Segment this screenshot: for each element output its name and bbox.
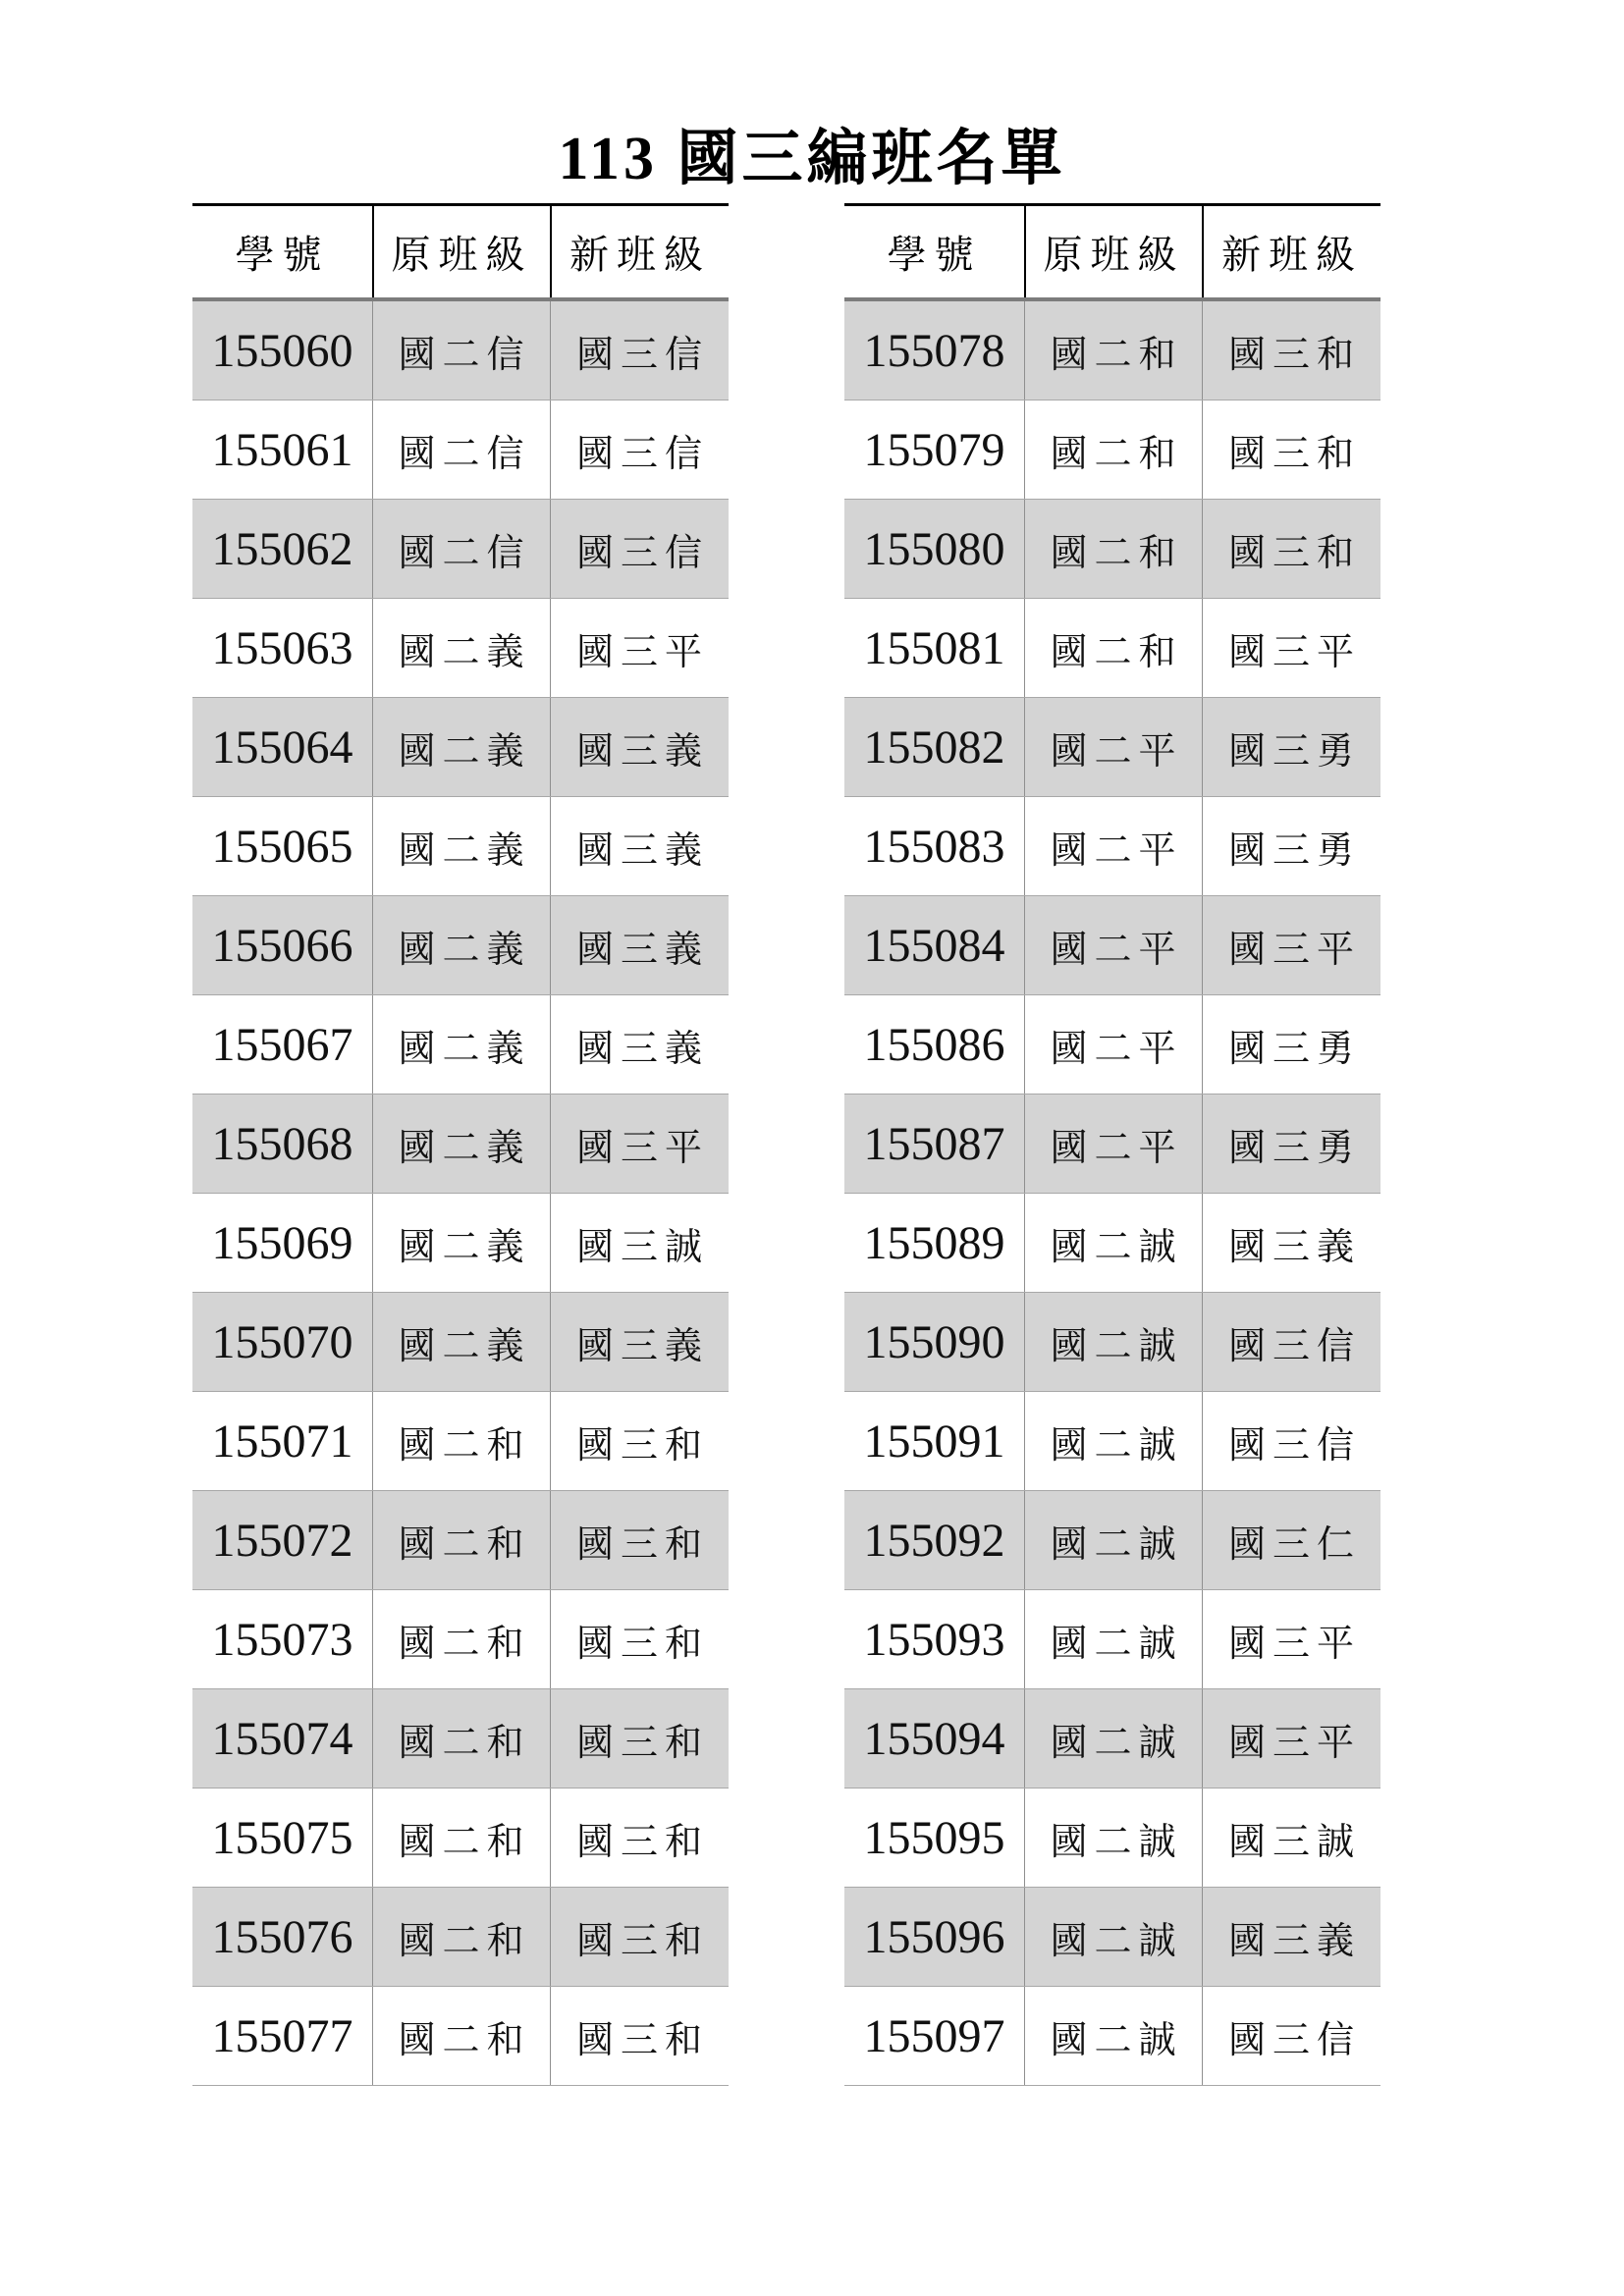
new-class-cell: 國三信: [1202, 1987, 1380, 2085]
student-id-cell: 155095: [863, 1811, 1005, 1864]
table-row: [192, 1293, 729, 1392]
student-id-cell: 155063: [211, 621, 353, 674]
table-row: [844, 500, 1380, 599]
new-class-cell: 國三平: [1202, 1689, 1380, 1788]
header-new-class: 新班級: [1202, 206, 1380, 297]
student-id-cell: 155077: [211, 2009, 353, 2062]
new-class-cell: 國三義: [550, 995, 729, 1094]
student-id-cell: 155061: [211, 423, 353, 476]
page-title: 113 國三編班名單: [558, 126, 1066, 192]
new-class-cell: 國三平: [1202, 1590, 1380, 1688]
student-id-cell: 155090: [863, 1315, 1005, 1368]
original-class-cell: 國二誠: [1024, 1789, 1202, 1887]
new-class-cell: 國三和: [550, 1987, 729, 2085]
table-row: [192, 1392, 729, 1491]
table-row: [844, 1194, 1380, 1293]
new-class-cell: 國三和: [550, 1491, 729, 1589]
student-id-cell: 155078: [863, 324, 1005, 377]
original-class-cell: 國二和: [372, 1590, 550, 1688]
new-class-cell: 國三誠: [1202, 1789, 1380, 1887]
new-class-cell: 國三信: [1202, 1392, 1380, 1490]
original-class-cell: 國二和: [372, 1789, 550, 1887]
header-student-id: 學號: [235, 233, 330, 278]
table-row: [844, 1789, 1380, 1888]
original-class-cell: 國二義: [372, 1095, 550, 1193]
new-class-cell: 國三義: [550, 698, 729, 796]
table-row: [844, 1689, 1380, 1789]
student-id-cell: 155074: [211, 1712, 353, 1765]
original-class-cell: 國二平: [1024, 797, 1202, 895]
table-row: [192, 1095, 729, 1194]
new-class-cell: 國三和: [550, 1689, 729, 1788]
new-class-cell: 國三和: [550, 1789, 729, 1887]
new-class-cell: 國三和: [1202, 301, 1380, 400]
student-id-cell: 155069: [211, 1216, 353, 1269]
original-class-cell: 國二誠: [1024, 1392, 1202, 1490]
table-row: [192, 1194, 729, 1293]
original-class-cell: 國二和: [1024, 599, 1202, 697]
new-class-cell: 國三義: [1202, 1888, 1380, 1986]
header-original-class: 原班級: [1024, 206, 1202, 297]
table-row: [844, 995, 1380, 1095]
new-class-cell: 國三勇: [1202, 1095, 1380, 1193]
table-row: [844, 797, 1380, 896]
new-class-cell: 國三勇: [1202, 995, 1380, 1094]
table-row: [192, 797, 729, 896]
original-class-cell: 國二義: [372, 797, 550, 895]
table-row: [192, 698, 729, 797]
student-id-cell: 155065: [211, 820, 353, 873]
student-id-cell: 155072: [211, 1514, 353, 1567]
table-row: [192, 1789, 729, 1888]
new-class-cell: 國三平: [1202, 896, 1380, 994]
table-row: [192, 599, 729, 698]
new-class-cell: 國三仁: [1202, 1491, 1380, 1589]
original-class-cell: 國二和: [372, 1888, 550, 1986]
table-row: [192, 500, 729, 599]
new-class-cell: 國三和: [550, 1888, 729, 1986]
student-id-cell: 155071: [211, 1415, 353, 1468]
table-row: [192, 1590, 729, 1689]
student-id-cell: 155081: [863, 621, 1005, 674]
new-class-cell: 國三勇: [1202, 698, 1380, 796]
table-row: [844, 1590, 1380, 1689]
table-header: [844, 203, 1380, 301]
original-class-cell: 國二信: [372, 400, 550, 499]
original-class-cell: 國二義: [372, 1293, 550, 1391]
table-row: [192, 301, 729, 400]
original-class-cell: 國二和: [372, 1987, 550, 2085]
new-class-cell: 國三義: [1202, 1194, 1380, 1292]
original-class-cell: 國二平: [1024, 995, 1202, 1094]
student-id-cell: 155092: [863, 1514, 1005, 1567]
table-row: [844, 698, 1380, 797]
table-row: [844, 599, 1380, 698]
original-class-cell: 國二平: [1024, 896, 1202, 994]
student-id-cell: 155089: [863, 1216, 1005, 1269]
original-class-cell: 國二誠: [1024, 1888, 1202, 1986]
student-id-cell: 155086: [863, 1018, 1005, 1071]
student-id-cell: 155060: [211, 324, 353, 377]
class-table-right: [844, 203, 1380, 2086]
original-class-cell: 國二義: [372, 896, 550, 994]
student-id-cell: 155084: [863, 919, 1005, 972]
student-id-cell: 155068: [211, 1117, 353, 1170]
student-id-cell: 155075: [211, 1811, 353, 1864]
table-row: [844, 1888, 1380, 1987]
original-class-cell: 國二和: [372, 1392, 550, 1490]
original-class-cell: 國二誠: [1024, 1689, 1202, 1788]
student-id-cell: 155094: [863, 1712, 1005, 1765]
student-id-cell: 155079: [863, 423, 1005, 476]
original-class-cell: 國二義: [372, 599, 550, 697]
student-id-cell: 155096: [863, 1910, 1005, 1963]
table-row: [844, 400, 1380, 500]
original-class-cell: 國二和: [1024, 500, 1202, 598]
student-id-cell: 155087: [863, 1117, 1005, 1170]
original-class-cell: 國二信: [372, 500, 550, 598]
header-new-class: 新班級: [550, 206, 729, 297]
original-class-cell: 國二平: [1024, 1095, 1202, 1193]
table-row: [844, 1987, 1380, 2086]
new-class-cell: 國三和: [1202, 400, 1380, 499]
student-id-cell: 155062: [211, 522, 353, 575]
new-class-cell: 國三義: [550, 896, 729, 994]
header-student-id: 學號: [887, 233, 982, 278]
original-class-cell: 國二和: [372, 1491, 550, 1589]
student-id-cell: 155073: [211, 1613, 353, 1666]
student-id-cell: 155091: [863, 1415, 1005, 1468]
original-class-cell: 國二和: [1024, 400, 1202, 499]
new-class-cell: 國三和: [1202, 500, 1380, 598]
class-table-left: [192, 203, 729, 2086]
table-body: [844, 301, 1380, 2086]
student-id-cell: 155064: [211, 721, 353, 774]
new-class-cell: 國三信: [1202, 1293, 1380, 1391]
student-id-cell: 155076: [211, 1910, 353, 1963]
student-id-cell: 155070: [211, 1315, 353, 1368]
table-row: [844, 1293, 1380, 1392]
original-class-cell: 國二誠: [1024, 1987, 1202, 2085]
original-class-cell: 國二誠: [1024, 1194, 1202, 1292]
new-class-cell: 國三誠: [550, 1194, 729, 1292]
new-class-cell: 國三和: [550, 1392, 729, 1490]
table-row: [192, 1987, 729, 2086]
student-id-cell: 155066: [211, 919, 353, 972]
original-class-cell: 國二誠: [1024, 1590, 1202, 1688]
new-class-cell: 國三義: [550, 797, 729, 895]
student-id-cell: 155080: [863, 522, 1005, 575]
student-id-cell: 155067: [211, 1018, 353, 1071]
original-class-cell: 國二義: [372, 698, 550, 796]
header-original-class: 原班級: [372, 206, 550, 297]
new-class-cell: 國三信: [550, 500, 729, 598]
table-body: [192, 301, 729, 2086]
table-row: [844, 1491, 1380, 1590]
table-row: [844, 1392, 1380, 1491]
new-class-cell: 國三和: [550, 1590, 729, 1688]
table-row: [192, 1491, 729, 1590]
table-row: [844, 1095, 1380, 1194]
table-row: [192, 400, 729, 500]
original-class-cell: 國二義: [372, 1194, 550, 1292]
new-class-cell: 國三平: [1202, 599, 1380, 697]
original-class-cell: 國二平: [1024, 698, 1202, 796]
student-id-cell: 155093: [863, 1613, 1005, 1666]
original-class-cell: 國二誠: [1024, 1491, 1202, 1589]
original-class-cell: 國二和: [1024, 301, 1202, 400]
original-class-cell: 國二信: [372, 301, 550, 400]
table-row: [192, 995, 729, 1095]
original-class-cell: 國二誠: [1024, 1293, 1202, 1391]
table-row: [192, 1888, 729, 1987]
new-class-cell: 國三信: [550, 400, 729, 499]
new-class-cell: 國三信: [550, 301, 729, 400]
student-id-cell: 155082: [863, 721, 1005, 774]
new-class-cell: 國三勇: [1202, 797, 1380, 895]
table-row: [844, 301, 1380, 400]
table-row: [192, 1689, 729, 1789]
student-id-cell: 155097: [863, 2009, 1005, 2062]
original-class-cell: 國二和: [372, 1689, 550, 1788]
new-class-cell: 國三平: [550, 599, 729, 697]
student-id-cell: 155083: [863, 820, 1005, 873]
table-row: [192, 896, 729, 995]
original-class-cell: 國二義: [372, 995, 550, 1094]
new-class-cell: 國三義: [550, 1293, 729, 1391]
new-class-cell: 國三平: [550, 1095, 729, 1193]
table-row: [844, 896, 1380, 995]
table-header: [192, 203, 729, 301]
